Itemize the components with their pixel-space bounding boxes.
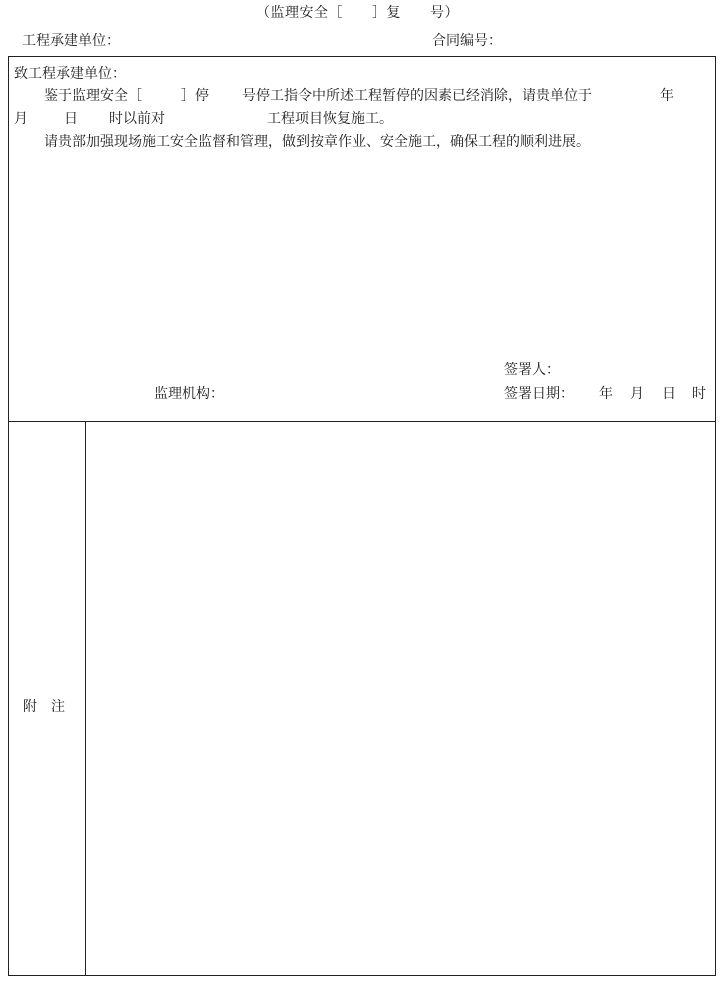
remarks-content-area[interactable] — [86, 422, 715, 975]
sign-date-month: 月 — [630, 386, 644, 402]
notice-line3: 请贵部加强现场施工安全监督和管理，做到按章作业、安全施工，确保工程的顺利进展。 — [44, 134, 590, 150]
notice-day-unit: 日 — [64, 111, 78, 127]
sign-date-day: 日 — [662, 386, 676, 402]
remarks-section — [9, 422, 715, 975]
notice-section — [9, 57, 715, 422]
supervision-org-label: 监理机构： — [154, 386, 224, 402]
notice-line1-body: 号停工指令中所述工程暂停的因素已经消除，请贵单位于 — [242, 88, 592, 104]
notice-line1-bracket-close: ］停 — [181, 88, 209, 104]
notice-line1-prefix: 鉴于监理安全［ — [44, 88, 142, 104]
sign-date-hour: 时 — [692, 386, 706, 402]
notice-year-unit: 年 — [660, 88, 674, 104]
notice-resume-text: 工程项目恢复施工。 — [267, 111, 393, 127]
contract-number-label: 合同编号： — [432, 33, 502, 49]
notice-month-unit: 月 — [14, 111, 28, 127]
sign-date-year: 年 — [599, 386, 613, 402]
contractor-label: 工程承建单位： — [22, 33, 120, 49]
signer-label: 签署人： — [504, 362, 560, 378]
remarks-label: 附注 — [23, 699, 79, 715]
salutation: 致工程承建单位： — [14, 66, 126, 82]
notice-before-hour-text: 时以前对 — [109, 111, 165, 127]
sign-date-label: 签署日期： — [504, 386, 574, 402]
document-code-line: （监理安全［ ］复 号） — [256, 5, 459, 21]
remarks-label-cell — [9, 422, 86, 975]
form-frame — [8, 56, 716, 976]
